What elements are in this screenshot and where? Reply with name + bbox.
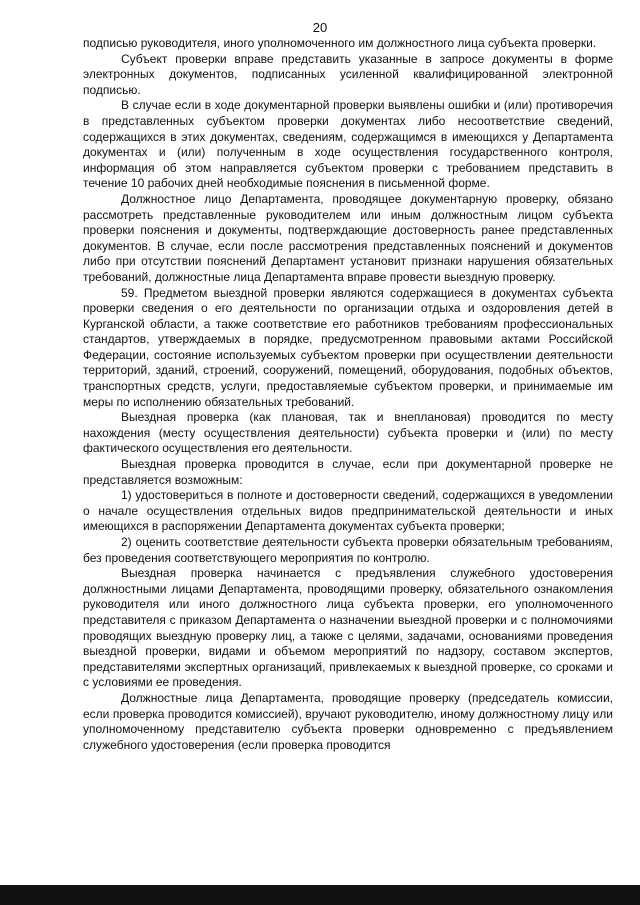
paragraph: Субъект проверки вправе представить указанные в запросе документы в форме электронных документов, подписанных усиленной квалифицированной электронной подписью. [83,51,613,97]
paragraph: Должностное лицо Департамента, проводящее документарную проверку, обязано рассмотреть представленные руководителем или иным должностным лицом субъекта проверки пояснения и документы, подтверждающие достоверность ранее представленных документов. В случае, если после рассмотрения представленных пояснений и документов либо при отсутствии пояснений Департамент установит признаки нарушения обязательных требований, должностные лица Департамента вправе провести выездную проверку. [83,191,613,284]
scan-edge-line [0,885,640,905]
paragraph: Выездная проверка проводится в случае, если при документарной проверке не представляется возможным: [83,457,613,487]
page-body [83,36,613,753]
list-item: 1) удостовериться в полноте и достоверности сведений, содержащихся в уведомлении о начале осуществления отдельных видов предпринимательской деятельности и иных имеющихся в распоряжении Департамента документах субъекта проверки; [83,488,613,534]
paragraph: В случае если в ходе документарной проверки выявлены ошибки и (или) противоречия в представленных субъектом проверки документах либо несоответствие сведений, содержащихся в этих документах, сведениям, содержащимся в имеющихся у Департамента документах и (или) полученным в ходе осуществления государственного контроля, информация об этом направляется субъектом проверки с требованием представить в течение 10 рабочих дней необходимые пояснения в письменной форме. [83,98,613,191]
paragraph: 59. Предметом выездной проверки являются содержащиеся в документах субъекта проверки сведения о его деятельности по организации отдыха и оздоровления детей в Курганской области, а также соответствие его работников требованиям профессиональных стандартов, утверждаемых в порядке, предусмотренном правовыми актами Российской Федерации, состояние используемых субъектом проверки при осуществлении деятельности территорий, зданий, строений, сооружений, помещений, оборудования, подобных объектов, транспортных средств, услуги, предоставляемые субъектом проверки, и принимаемые им меры по исполнению обязательных требований. [83,285,613,409]
paragraph: Выездная проверка (как плановая, так и внеплановая) проводится по месту нахождения (месту осуществления деятельности) субъекта проверки и (или) по месту фактического осуществления его деятельности. [83,410,613,456]
paragraph: подписью руководителя, иного уполномоченного им должностного лица субъекта проверки. [83,36,597,50]
paragraph: Выездная проверка начинается с предъявления служебного удостоверения должностными лицами Департамента, проводящими проверку, обязательного ознакомления руководителя или иного должностного лица субъекта проверки, его уполномоченного представителя с приказом Департамента о назначении выездной проверки и с полномочиями проводящих выездную проверку лиц, а также с целями, задачами, основаниями проведения выездной проверки, видами и объемом мероприятий по надзору, составом экспертов, представителями экспертных организаций, привлекаемых к выездной проверке, со сроками и с условиями ее проведения. [83,566,613,690]
paragraph: Должностные лица Департамента, проводящие проверку (председатель комиссии, если проверка проводится комиссией), вручают руководителю, иному должностному лицу или уполномоченному представителю субъекта проверки одновременно с предъявлением служебного удостоверения (если проверка проводится [83,690,613,752]
page-number: 20 [312,20,328,35]
list-item: 2) оценить соответствие деятельности субъекта проверки обязательным требованиям, без проведения соответствующего мероприятия по контролю. [83,535,613,565]
